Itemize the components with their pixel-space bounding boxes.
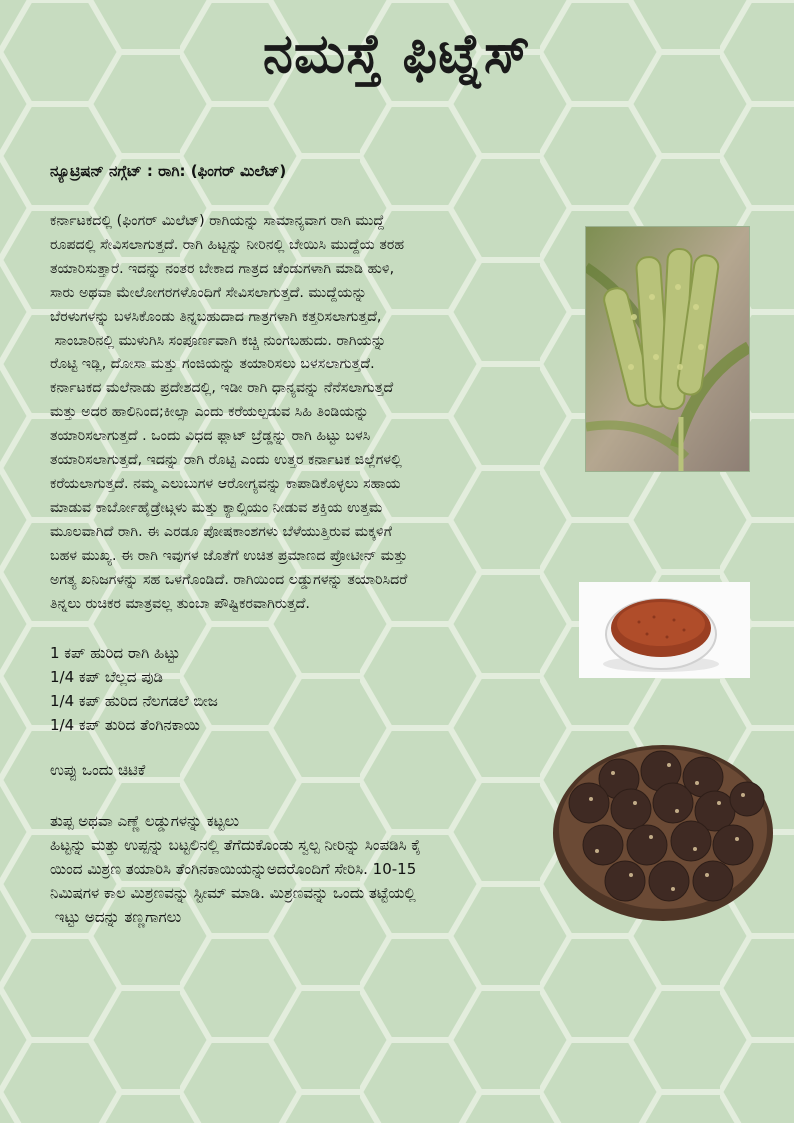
ingredient-item: 1/4 ಕಪ್ ಹುರಿದ ನೆಲಗಡಲೆ ಬೀಜ (50, 692, 218, 710)
paragraph-line: ಕರ್ನಾಟಕದಲ್ಲಿ (ಫಿಂಗರ್ ಮಿಲೆಟ್) ರಾಗಿಯನ್ನು ಸಾಮಾನ್ಯವಾಗ ರಾಗಿ ಮುದ್ದೆ (50, 213, 385, 229)
paragraph-line: ತಯಾರಿಸಲಾಗುತ್ತದೆ, ಇದನ್ನು ರಾಗಿ ರೊಟ್ಟಿ ಎಂದು ಉತ್ತರ ಕರ್ನಾಟಕ ಜಿಲ್ಲೆಗಳಲ್ಲಿ (50, 452, 402, 469)
method-line: ತುಪ್ಪ ಅಥವಾ ಎಣ್ಣೆ ಲಡ್ಡುಗಳನ್ನು ಕಟ್ಟಲು (50, 812, 239, 830)
paragraph-line: ರೂಪದಲ್ಲಿ ಸೇವಿಸಲಾಗುತ್ತದೆ. ರಾಗಿ ಹಿಟ್ಟನ್ನು ನೀರಿನಲ್ಲಿ ಬೇಯಿಸಿ ಮುದ್ದೆಯ ತರಹ (50, 236, 405, 253)
ingredient-item: 1 ಕಪ್ ಹುರಿದ ರಾಗಿ ಹಿಟ್ಟು (50, 644, 181, 662)
ragi-description (50, 210, 560, 616)
page-title: ನಮಸ್ತೆ ಫಿಟ್ನೆಸ್ (262, 22, 532, 85)
finger-millet-plant-image (585, 226, 750, 472)
paragraph-line: ತಿನ್ನಲು ರುಚಿಕರ ಮಾತ್ರವಲ್ಲ ತುಂಬಾ ಪೌಷ್ಟಿಕರವಾಗಿರುತ್ತದೆ. (50, 595, 310, 612)
paragraph-line: ಅಗತ್ಯ ಖನಿಜಗಳನ್ನು ಸಹ ಒಳಗೊಂಡಿದೆ. ರಾಗಿಯಿಂದ ಲಡ್ಡುಗಳನ್ನು ತಯಾರಿಸಿದರೆ (50, 571, 408, 588)
ragi-laddu-image (551, 741, 776, 925)
paragraph-line: ಬಹಳ ಮುಖ್ಯ. ಈ ರಾಗಿ ಇವುಗಳ ಜೊತೆಗೆ ಉಚಿತ ಪ್ರಮಾಣದ ಪ್ರೋಟೀನ್ ಮತ್ತು (50, 547, 408, 564)
method-text (50, 809, 545, 929)
paragraph-line: ಕರ್ನಾಟಕದ ಮಲೆನಾಡು ಪ್ರದೇಶದಲ್ಲಿ, ಇಡೀ ರಾಗಿ ಧಾನ್ಯವನ್ನು ನೆನೆಸಲಾಗುತ್ತದೆ (50, 380, 394, 397)
ingredients-list (50, 641, 218, 737)
paragraph-line: ತಯಾರಿಸಲಾಗುತ್ತದೆ . ಒಂದು ವಿಧದ ಫ್ಲಾಟ್ ಬ್ರೆಡ್ಡನ್ನು ರಾಗಿ ಹಿಟ್ಟು ಬಳಸಿ (50, 428, 371, 445)
paragraph-line: ಮಾಡುವ ಕಾರ್ಬೋಹೈಡ್ರೇಟ್ಗಳು ಮತ್ತು ಕ್ಯಾಲ್ಸಿಯಂ ನೀಡುವ ಶಕ್ತಿಯ ಉತ್ತಮ (50, 499, 383, 516)
ingredient-item: 1/4 ಕಪ್ ತುರಿದ ತೆಂಗಿನಕಾಯಿ (50, 716, 200, 734)
salt-line: ಉಪ್ಪು ಒಂದು ಚಿಟಿಕೆ (50, 761, 146, 779)
paragraph-line: ಸಾರು ಅಥವಾ ಮೇಲೋಗರಗಳೊಂದಿಗೆ ಸೇವಿಸಲಾಗುತ್ತದೆ. ಮುದ್ದೆಯನ್ನು (50, 284, 367, 301)
paragraph-line: ಮತ್ತು ಅದರ ಹಾಲಿನಿಂದ;ಕೀಲ್ಸಾ ಎಂದು ಕರೆಯಲ್ಪಡುವ ಸಿಹಿ ತಿಂಡಿಯನ್ನು (50, 404, 369, 421)
method-line: ಹಿಟ್ಟನ್ನು ಮತ್ತು ಉಪ್ಪನ್ನು ಬಟ್ಟಲಿನಲ್ಲಿ ತೆಗೆದುಕೊಂಡು ಸ್ವಲ್ಪ ನೀರಿನ್ನು ಸಿಂಪಡಿಸಿ ಕೈ (50, 836, 422, 854)
paragraph-line: ತಯಾರಿಸುತ್ತಾರೆ. ಇದನ್ನು ನಂತರ ಬೇಕಾದ ಗಾತ್ರದ ಚೆಂಡುಗಳಾಗಿ ಮಾಡಿ ಹುಳಿ, (50, 260, 395, 277)
method-line: ನಿಮಿಷಗಳ ಕಾಲ ಮಿಶ್ರಣವನ್ನು ಸ್ಟೀಮ್ ಮಾಡಿ. ಮಿಶ್ರಣವನ್ನು ಒಂದು ತಟ್ಟೆಯಲ್ಲಿ (50, 884, 416, 902)
method-line: ಇಟ್ಟು ಅದನ್ನು ತಣ್ಣಗಾಗಲು (50, 908, 182, 926)
ragi-seeds-bowl-image (579, 582, 750, 678)
nutrition-nugget-heading: ನ್ಯೂಟ್ರಿಷನ್ ನಗ್ಗೆಟ್ : ರಾಗಿ: (ಫಿಂಗರ್ ಮಿಲೆಟ್) (50, 162, 287, 180)
paragraph-line: ಕರೆಯಲಾಗುತ್ತದೆ. ನಮ್ಮ ಎಲುಬುಗಳ ಆರೋಗ್ಯವನ್ನು ಕಾಪಾಡಿಕೊಳ್ಳಲು ಸಹಾಯ (50, 475, 401, 492)
paragraph-line: ರೊಟ್ಟಿ ಇಡ್ಲಿ, ದೋಸಾ ಮತ್ತು ಗಂಜಿಯನ್ನು ತಯಾರಿಸಲು ಬಳಸಲಾಗುತ್ತದೆ. (50, 356, 375, 373)
paragraph-line: ಸಾಂಬಾರಿನಲ್ಲಿ ಮುಳುಗಿಸಿ ಸಂಪೂರ್ಣವಾಗಿ ಕಚ್ಚಿ ನುಂಗಬಹುದು. ರಾಗಿಯನ್ನು (50, 332, 387, 349)
paragraph-line: ಮೂಲವಾಗಿದೆ ರಾಗಿ. ಈ ಎರಡೂ ಪೋಷಕಾಂಶಗಳು ಬೆಳೆಯುತ್ತಿರುವ ಮಕ್ಕಳಿಗೆ (50, 523, 392, 540)
method-line: ಯಿಂದ ಮಿಶ್ರಣ ತಯಾರಿಸಿ ತೆಂಗಿನಕಾಯಿಯನ್ನುಅದರೊಂದಿಗೆ ಸೇರಿಸಿ. 10-15 (50, 860, 417, 878)
ingredient-item: 1/4 ಕಪ್ ಬೆಲ್ಲದ ಪುಡಿ (50, 668, 163, 686)
paragraph-line: ಬೆರಳುಗಳನ್ನು ಬಳಸಿಕೊಂಡು ತಿನ್ನಬಹುದಾದ ಗಾತ್ರಗಳಾಗಿ ಕತ್ತರಿಸಲಾಗುತ್ತದೆ, (50, 308, 382, 325)
